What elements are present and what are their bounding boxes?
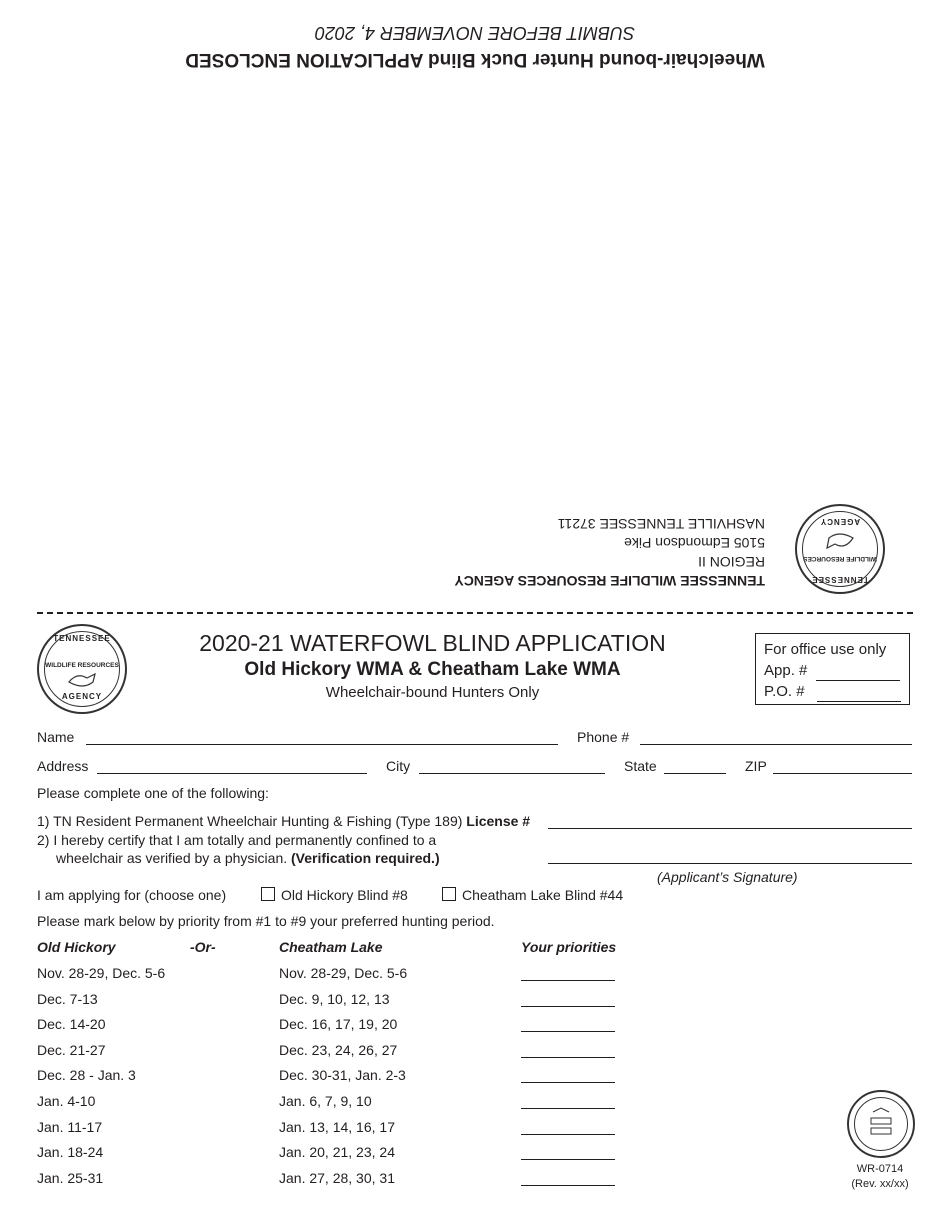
old-hickory-period: Jan. 25-31 bbox=[37, 1169, 104, 1186]
col-header-old-hickory: Old Hickory bbox=[37, 939, 116, 955]
col-header-priorities: Your priorities bbox=[521, 939, 617, 955]
verification-note: (Verification required.) bbox=[291, 850, 440, 866]
cheatham-lake-period: Jan. 6, 7, 9, 10 bbox=[279, 1093, 372, 1109]
priority-field[interactable] bbox=[521, 1134, 615, 1135]
name-label: Name bbox=[37, 729, 75, 745]
cheatham-lake-period: Jan. 13, 14, 16, 17 bbox=[279, 1118, 395, 1135]
form-audience: Wheelchair-bound Hunters Only bbox=[325, 684, 540, 701]
mailer-title: Wheelchair-bound Hunter Duck Blind APPLICATION ENCLOSED bbox=[185, 49, 765, 70]
old-hickory-period: Jan. 18-24 bbox=[37, 1144, 104, 1161]
address-field[interactable] bbox=[97, 773, 367, 774]
complete-instruction: Please complete one of the following: bbox=[37, 785, 269, 801]
priority-field[interactable] bbox=[521, 1031, 615, 1032]
cheatham-lake-period: Jan. 27, 28, 30, 31 bbox=[279, 1169, 395, 1186]
mailing-address bbox=[454, 514, 765, 590]
city-label: City bbox=[386, 758, 411, 774]
applying-for-label: I am applying for (choose one) bbox=[37, 887, 227, 903]
cheatham-lake-period: Dec. 16, 17, 19, 20 bbox=[279, 1016, 398, 1033]
address-agency: TENNESSEE WILDLIFE RESOURCES AGENCY bbox=[454, 573, 765, 589]
phone-field[interactable] bbox=[640, 744, 912, 745]
address-region: REGION II bbox=[698, 554, 765, 570]
address-street: 5105 Edmondson Pike bbox=[624, 535, 765, 551]
priority-field[interactable] bbox=[521, 1185, 615, 1186]
old-hickory-period: Dec. 28 - Jan. 3 bbox=[37, 1067, 136, 1084]
cut-line bbox=[37, 612, 913, 614]
mailer-deadline: SUBMIT BEFORE NOVEMBER 4, 2020 bbox=[314, 23, 636, 43]
priority-field[interactable] bbox=[521, 1006, 615, 1007]
address-city: NASHVILLE TENNESSEE 37211 bbox=[557, 516, 765, 532]
twra-seal-icon: TENNESSEE WILDLIFE RESOURCES AGENCY bbox=[795, 504, 885, 594]
mailer-panel bbox=[0, 0, 950, 610]
choice-old-hickory[interactable]: Old Hickory Blind #8 bbox=[261, 887, 408, 903]
old-hickory-period: Jan. 11-17 bbox=[37, 1118, 103, 1135]
cheatham-lake-period: Dec. 9, 10, 12, 13 bbox=[279, 990, 390, 1007]
cheatham-lake-period: Nov. 28-29, Dec. 5-6 bbox=[279, 965, 408, 981]
old-hickory-period: Nov. 28-29, Dec. 5-6 bbox=[37, 965, 166, 981]
po-number-label: P.O. # bbox=[764, 683, 805, 700]
app-number-field[interactable] bbox=[816, 666, 900, 681]
name-field[interactable] bbox=[86, 744, 558, 745]
state-seal-icon bbox=[847, 1090, 915, 1158]
cheatham-lake-period: Dec. 30-31, Jan. 2-3 bbox=[279, 1067, 406, 1084]
zip-label: ZIP bbox=[745, 758, 767, 774]
office-use-box bbox=[755, 633, 910, 705]
old-hickory-period: Dec. 7-13 bbox=[37, 990, 98, 1007]
priority-field[interactable] bbox=[521, 1159, 615, 1160]
office-use-heading: For office use only bbox=[764, 641, 887, 658]
signature-field[interactable] bbox=[548, 863, 912, 864]
priority-field[interactable] bbox=[521, 1082, 615, 1083]
col-header-cheatham: Cheatham Lake bbox=[279, 939, 383, 955]
col-header-or: -Or- bbox=[190, 939, 216, 955]
form-revision: (Rev. xx/xx) bbox=[851, 1178, 909, 1190]
cheatham-lake-checkbox[interactable] bbox=[442, 887, 456, 901]
priority-field[interactable] bbox=[521, 1057, 615, 1058]
twra-seal-icon: TENNESSEE WILDLIFE RESOURCES AGENCY bbox=[37, 624, 127, 714]
cheatham-lake-period: Jan. 20, 21, 23, 24 bbox=[279, 1144, 395, 1161]
phone-label: Phone # bbox=[577, 729, 630, 745]
zip-field[interactable] bbox=[773, 773, 912, 774]
old-hickory-period: Dec. 21-27 bbox=[37, 1041, 106, 1058]
option-1-text: 1) TN Resident Permanent Wheelchair Hunting & Fishing (Type 189) License # bbox=[37, 813, 531, 829]
city-field[interactable] bbox=[419, 773, 605, 774]
state-field[interactable] bbox=[664, 773, 726, 774]
choice-cheatham-lake[interactable]: Cheatham Lake Blind #44 bbox=[442, 887, 623, 903]
form-number: WR-0714 bbox=[856, 1163, 904, 1175]
license-label: License # bbox=[466, 813, 531, 829]
form-subtitle: Old Hickory WMA & Cheatham Lake WMA bbox=[244, 659, 621, 680]
priority-field[interactable] bbox=[521, 1108, 615, 1109]
license-number-field[interactable] bbox=[548, 828, 912, 829]
priority-field[interactable] bbox=[521, 980, 615, 981]
signature-label: (Applicant’s Signature) bbox=[657, 869, 798, 885]
old-hickory-period: Jan. 4-10 bbox=[37, 1093, 96, 1109]
po-number-field[interactable] bbox=[817, 687, 901, 702]
app-number-label: App. # bbox=[764, 662, 808, 679]
state-label: State bbox=[624, 758, 657, 774]
form-title: 2020-21 WATERFOWL BLIND APPLICATION bbox=[199, 630, 666, 656]
old-hickory-checkbox[interactable] bbox=[261, 887, 275, 901]
address-label: Address bbox=[37, 758, 89, 774]
priority-instruction: Please mark below by priority from #1 to #9 your preferred hunting period. bbox=[37, 913, 495, 929]
option-2-text: 2) I hereby certify that I am totally and permanently confined to a bbox=[37, 832, 437, 848]
old-hickory-period: Dec. 14-20 bbox=[37, 1016, 106, 1033]
option-2-text-cont: wheelchair as verified by a physician. (Verification required.) bbox=[56, 850, 440, 866]
cheatham-lake-period: Dec. 23, 24, 26, 27 bbox=[279, 1041, 398, 1058]
